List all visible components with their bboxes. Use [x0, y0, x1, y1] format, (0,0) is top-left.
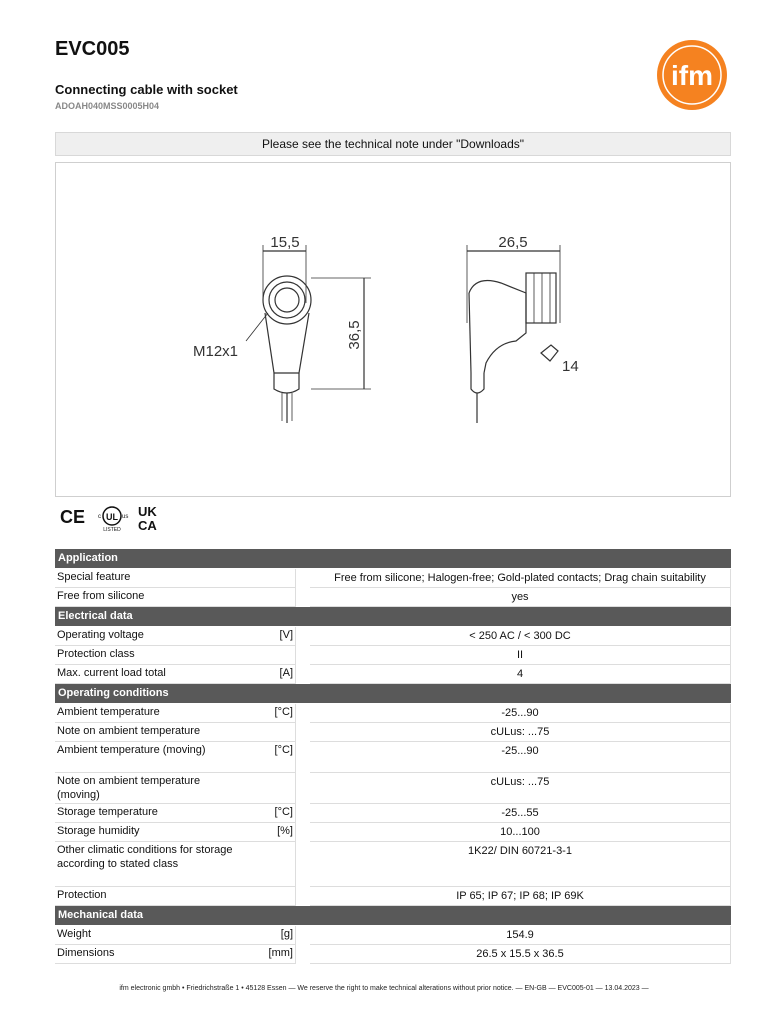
technical-note-banner: Please see the technical note under "Downloads" — [55, 132, 731, 156]
spec-label: Storage humidity — [55, 823, 243, 842]
spec-row — [55, 804, 731, 823]
svg-text:CA: CA — [138, 518, 157, 533]
spec-label: Protection — [55, 887, 243, 906]
spec-unit — [243, 887, 296, 906]
spec-value: -25...90 — [310, 742, 731, 773]
dim-thread: M12x1 — [193, 343, 239, 360]
spec-value: cULus: ...75 — [310, 773, 731, 804]
specification-table — [55, 549, 731, 964]
spec-unit — [243, 588, 296, 607]
spec-value: < 250 AC / < 300 DC — [310, 627, 731, 646]
spec-row — [55, 723, 731, 742]
spec-row — [55, 742, 731, 773]
spec-value: cULus: ...75 — [310, 723, 731, 742]
spec-unit — [243, 569, 296, 588]
spec-value: -25...55 — [310, 804, 731, 823]
spec-unit — [243, 842, 296, 887]
ukca-mark: UK — [138, 504, 157, 519]
spec-row — [55, 569, 731, 588]
spec-unit: [g] — [243, 926, 296, 945]
spec-label: Weight — [55, 926, 243, 945]
spec-label: Free from silicone — [55, 588, 243, 607]
spec-unit: [°C] — [243, 742, 296, 773]
spec-label: Dimensions — [55, 945, 243, 964]
spec-label: Storage temperature — [55, 804, 243, 823]
spec-label: Protection class — [55, 646, 243, 665]
spec-label: Special feature — [55, 569, 243, 588]
spec-row — [55, 773, 731, 804]
logo-text: ifm — [671, 60, 713, 91]
spec-unit — [243, 646, 296, 665]
spec-unit: [°C] — [243, 704, 296, 723]
dim-left-height: 36,5 — [346, 320, 363, 350]
spec-row — [55, 823, 731, 842]
spec-unit: [%] — [243, 823, 296, 842]
section-header: Application — [55, 549, 731, 568]
dim-left-width: 15,5 — [270, 234, 300, 251]
page-footer — [0, 985, 768, 992]
spec-unit: [A] — [243, 665, 296, 684]
spec-value: 10...100 — [310, 823, 731, 842]
spec-label: Note on ambient temperature — [55, 723, 243, 742]
section-header: Operating conditions — [55, 684, 731, 703]
spec-unit: [V] — [243, 627, 296, 646]
spec-value: 154.9 — [310, 926, 731, 945]
spec-value: -25...90 — [310, 704, 731, 723]
spec-label: Max. current load total — [55, 665, 243, 684]
spec-row — [55, 926, 731, 945]
spec-unit — [243, 773, 296, 804]
spec-value: yes — [310, 588, 731, 607]
spec-row — [55, 704, 731, 723]
spec-row — [55, 646, 731, 665]
drawing-svg — [56, 163, 730, 496]
spec-label: Operating voltage — [55, 627, 243, 646]
spec-value: II — [310, 646, 731, 665]
dim-wrench: 14 — [562, 358, 579, 375]
spec-row — [55, 842, 731, 887]
ul-mark: UL — [106, 512, 118, 522]
spec-value: IP 65; IP 67; IP 68; IP 69K — [310, 887, 731, 906]
spec-value: 4 — [310, 665, 731, 684]
svg-text:us: us — [122, 514, 129, 520]
spec-label: Ambient temperature — [55, 704, 243, 723]
spec-label: Note on ambient temperature (moving) — [55, 773, 243, 804]
spec-row — [55, 665, 731, 684]
section-header: Mechanical data — [55, 906, 731, 925]
dim-right-width: 26,5 — [498, 234, 528, 251]
certification-marks — [60, 503, 170, 533]
spec-row — [55, 588, 731, 607]
spec-row — [55, 945, 731, 964]
spec-label: Ambient temperature (moving) — [55, 742, 243, 773]
spec-unit: [°C] — [243, 804, 296, 823]
spec-unit: [mm] — [243, 945, 296, 964]
article-code: ADOAH040MSS0005H04 — [55, 101, 160, 111]
ifm-logo — [655, 39, 729, 111]
ce-mark: CE — [60, 507, 86, 527]
product-subtitle: Connecting cable with socket — [55, 82, 238, 97]
svg-text:LISTED: LISTED — [103, 527, 121, 533]
page-title: EVC005 — [55, 38, 130, 60]
dimension-drawing — [55, 162, 731, 497]
spec-row — [55, 887, 731, 906]
spec-value: 1K22/ DIN 60721-3-1 — [310, 842, 731, 887]
footer-text: ifm electronic gmbh • Friedrichstraße 1 • 45128 Essen — We reserve the right to make technical alterations without prior notice. — EN-GB — EVC005-01 — 13.04.2023 — — [119, 985, 649, 992]
spec-label: Other climatic conditions for storage according to stated class — [55, 842, 243, 887]
spec-unit — [243, 723, 296, 742]
section-header: Electrical data — [55, 607, 731, 626]
svg-text:c: c — [98, 514, 101, 520]
spec-value: 26.5 x 15.5 x 36.5 — [310, 945, 731, 964]
spec-row — [55, 627, 731, 646]
spec-value: Free from silicone; Halogen-free; Gold-plated contacts; Drag chain suitability — [310, 569, 731, 588]
